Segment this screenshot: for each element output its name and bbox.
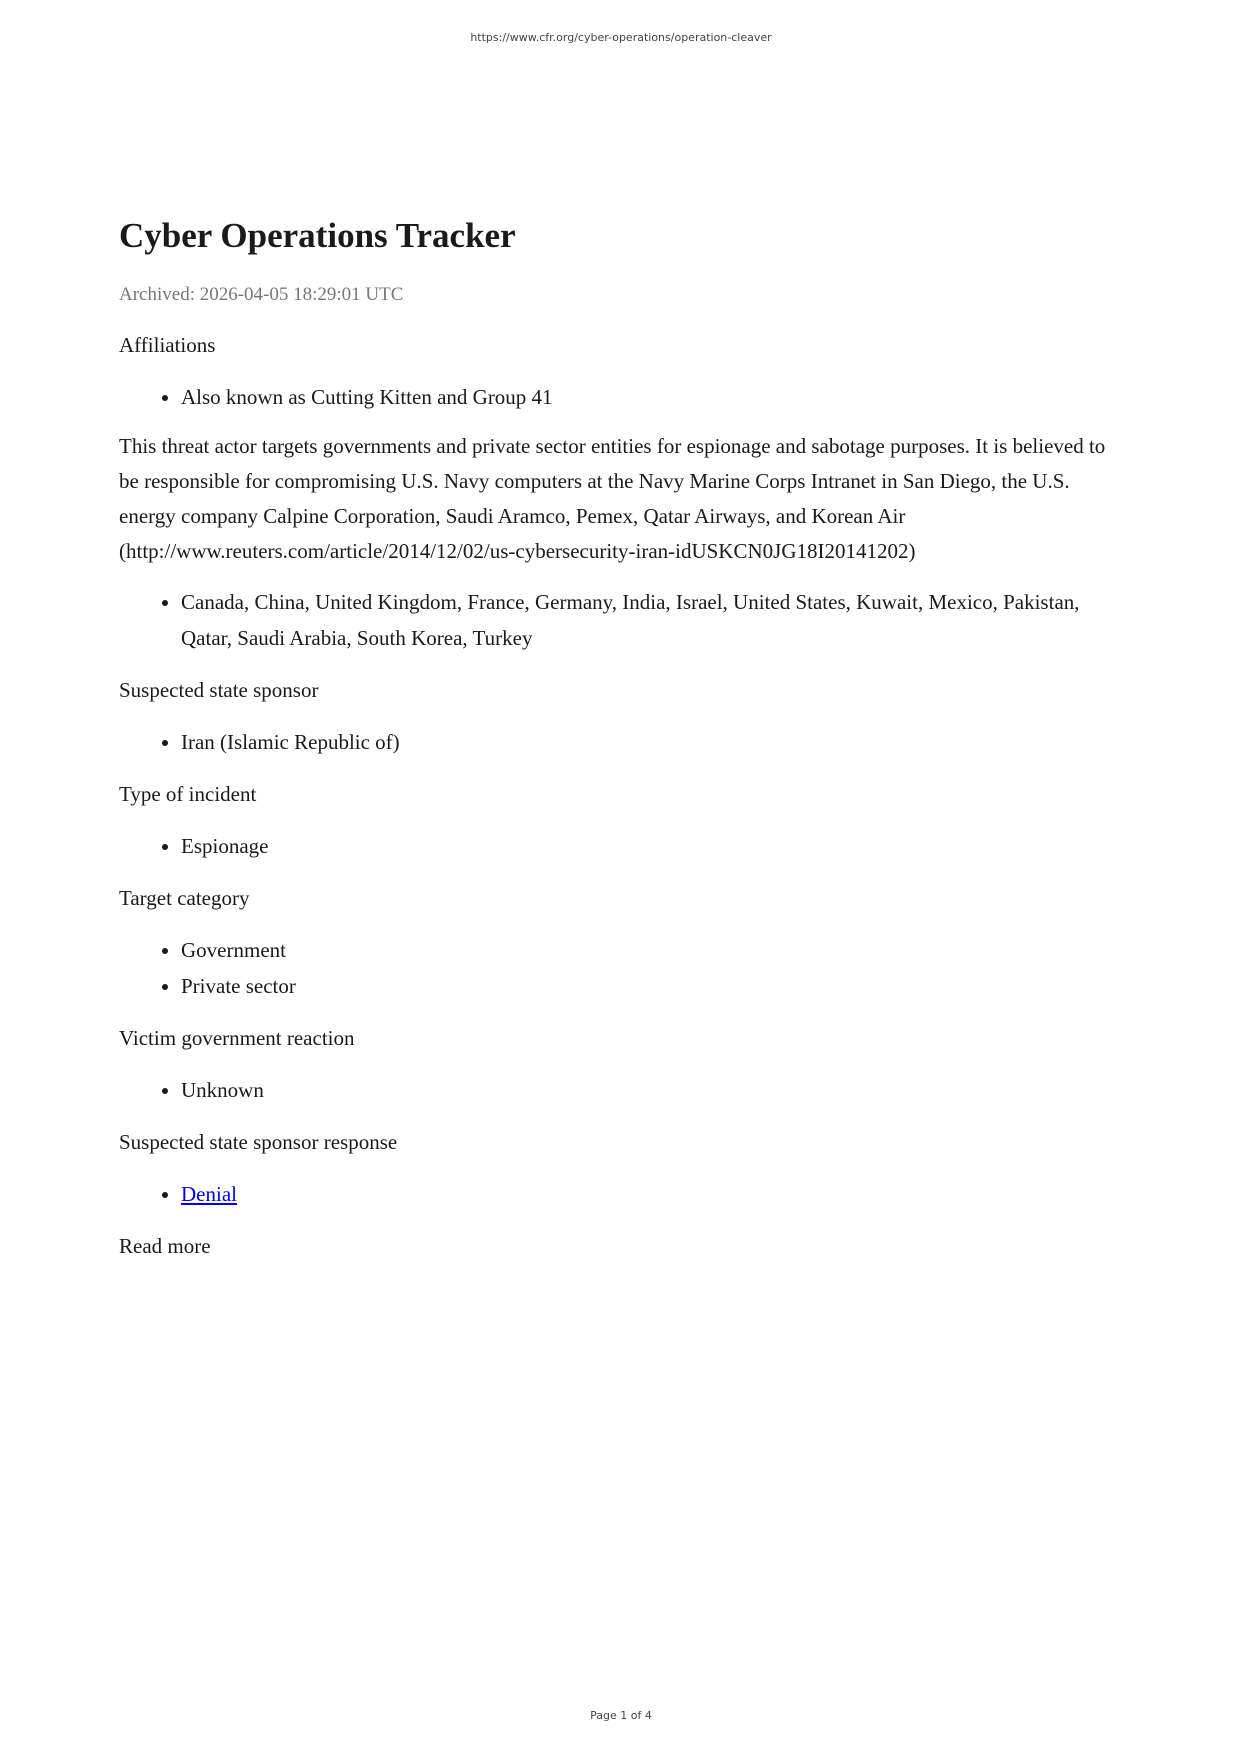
list-item: • Espionage [181, 828, 1129, 864]
list-item [181, 1176, 1129, 1212]
denial-link[interactable]: Denial [181, 1182, 237, 1206]
affiliations-list [119, 379, 1129, 415]
list-item: • Private sector [181, 968, 1129, 1004]
response-label: Suspected state sponsor response [119, 1130, 398, 1154]
list-item: • Government [181, 932, 1129, 968]
list-item: • Also known as Cutting Kitten and Group 41 [181, 379, 1129, 415]
page-url: https://www.cfr.org/cyber-operations/operation-cleaver [470, 31, 772, 44]
page-number: Page 1 of 4 [590, 1709, 652, 1722]
reactions-list [119, 1072, 1129, 1108]
reaction-label: Victim government reaction [119, 1026, 355, 1050]
description-paragraph: This threat actor targets governments and private sector entities for espionage and sabotage purposes. It is believed to be responsible for compromising U.S. Navy computers at the Navy Marine Corps Intranet in San Diego, the U.S. energy company Calpine Corporation, Saudi Aramco, Pemex, Qatar Airways, and Korean Air (http://www.reuters.com/article/2014/12/02/us-cybersecurity-iran-idUSKCN0JG18I20141202) [119, 434, 1106, 563]
sponsors-list [119, 724, 1129, 760]
target-categories-list [119, 932, 1129, 1004]
list-item: • Canada, China, United Kingdom, France, Germany, India, Israel, United States, Kuwait, Mexico, Pakistan, Qatar, Saudi Arabia, South Korea, Turkey [181, 584, 1129, 656]
list-item: • Unknown [181, 1072, 1129, 1108]
document-content [119, 212, 1129, 1260]
page-title: Cyber Operations Tracker [119, 216, 516, 255]
incident-type-label: Type of incident [119, 782, 257, 806]
read-more-text: Read more [119, 1234, 211, 1258]
responses-list [119, 1176, 1129, 1212]
incident-types-list [119, 828, 1129, 864]
sponsor-label: Suspected state sponsor [119, 678, 319, 702]
list-item: • Iran (Islamic Republic of) [181, 724, 1129, 760]
affiliations-label: Affiliations [119, 333, 216, 357]
archived-timestamp: Archived: 2026-04-05 18:29:01 UTC [119, 284, 404, 305]
target-category-label: Target category [119, 886, 250, 910]
victims-list [119, 584, 1129, 656]
